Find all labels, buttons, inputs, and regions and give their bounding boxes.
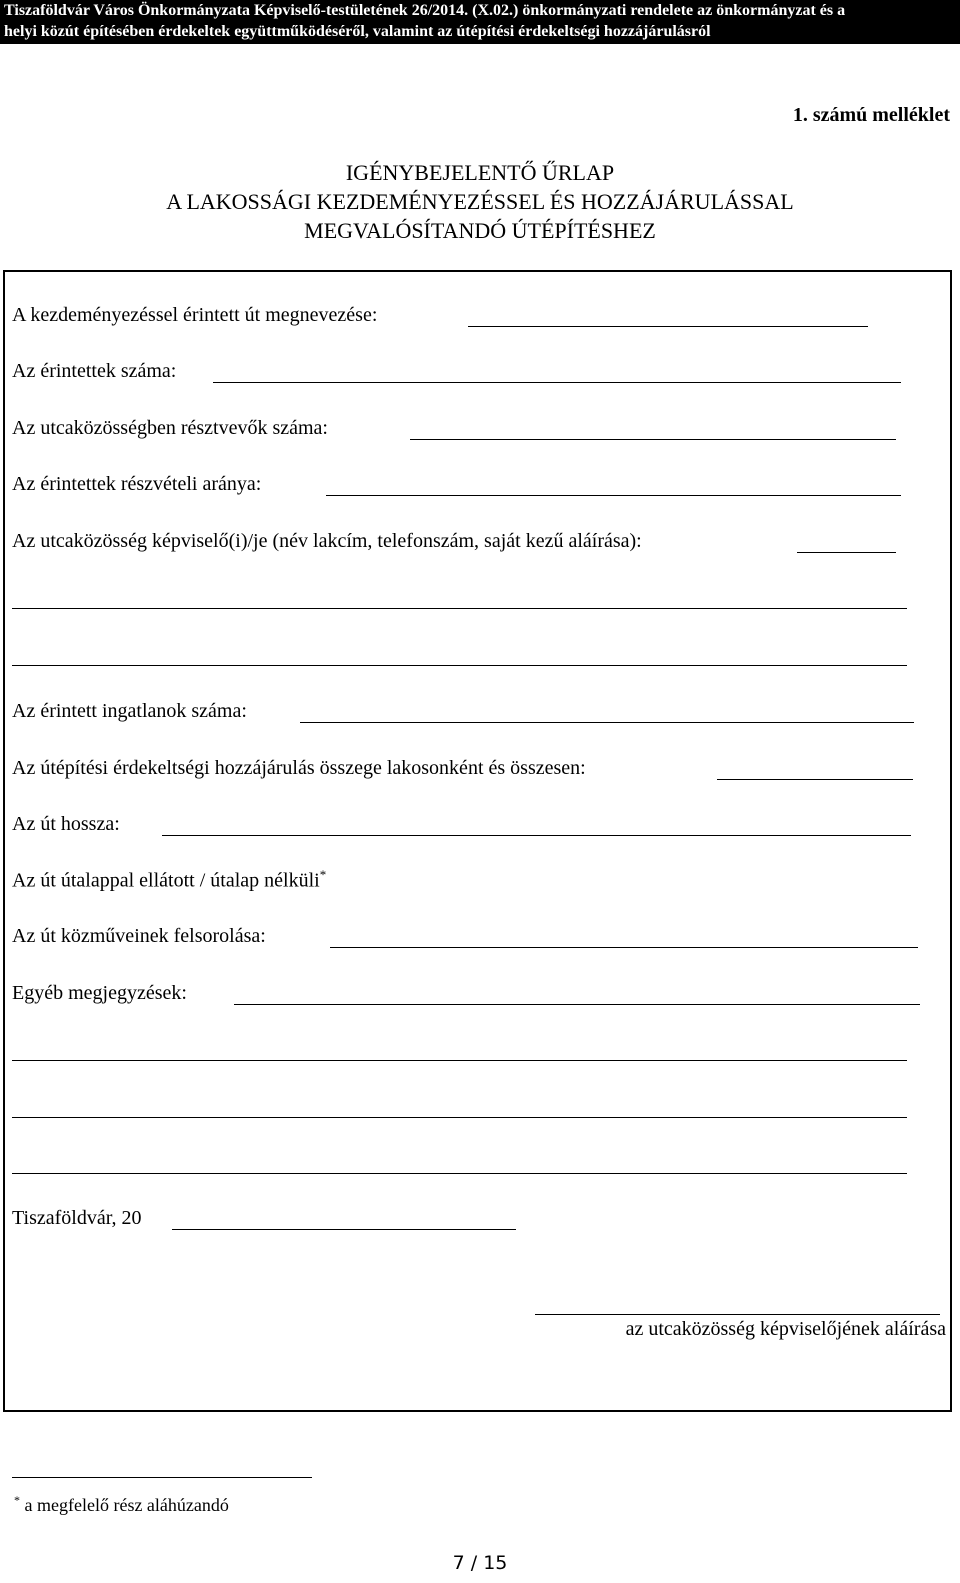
road-name-label: A kezdeményezéssel érintett út megnevezése: xyxy=(12,304,378,326)
affected-count-label: Az érintettek száma: xyxy=(12,360,177,382)
participants-count-field[interactable] xyxy=(410,415,896,440)
form-title-line-1: IGÉNYBEJELENTŐ ŰRLAP xyxy=(345,160,615,185)
participants-count-label: Az utcaközösségben résztvevők száma: xyxy=(12,417,328,439)
footnote xyxy=(14,1493,229,1516)
property-count-label: Az érintett ingatlanok száma: xyxy=(12,700,247,722)
form-box xyxy=(3,270,952,1412)
property-count-field[interactable] xyxy=(300,698,914,723)
affected-count-field[interactable] xyxy=(213,358,901,383)
form-title xyxy=(0,158,960,245)
road-length-field[interactable] xyxy=(162,811,911,836)
footnote-divider xyxy=(12,1477,312,1478)
page-number: 7 / 15 xyxy=(452,1552,508,1574)
signature-label: az utcaközösség képviselőjének aláírása xyxy=(625,1318,946,1340)
notes-field[interactable] xyxy=(234,980,920,1005)
form-title-line-2: A LAKOSSÁGI KEZDEMÉNYEZÉSSEL ÉS HOZZÁJÁRULÁSSAL xyxy=(166,189,794,214)
running-header-line-2: helyi közút építésében érdekeltek együttműködéséről, valamint az útépítési érdekeltségi hozzájárulásról xyxy=(4,23,711,40)
contribution-field[interactable] xyxy=(717,755,913,780)
footnote-text: a megfelelő rész aláhúzandó xyxy=(20,1495,229,1515)
representative-field-line-3[interactable] xyxy=(12,641,907,666)
notes-field-line-2[interactable] xyxy=(12,1036,907,1061)
participation-ratio-label: Az érintettek részvételi aránya: xyxy=(12,473,262,495)
road-name-field[interactable] xyxy=(468,302,868,327)
utilities-field[interactable] xyxy=(330,923,918,948)
representative-label: Az utcaközösség képviselő(i)/je (név lakcím, telefonszám, saját kezű aláírása): xyxy=(12,530,642,552)
place-date-label: Tiszaföldvár, 20 xyxy=(12,1207,142,1229)
representative-field-line-2[interactable] xyxy=(12,584,907,609)
running-header xyxy=(0,0,960,44)
footnote-marker: * xyxy=(319,867,327,882)
base-layer-label[interactable] xyxy=(12,867,326,893)
contribution-label: Az útépítési érdekeltségi hozzájárulás összege lakosonként és összesen: xyxy=(12,757,586,779)
notes-label: Egyéb megjegyzések: xyxy=(12,982,187,1004)
form-title-line-3: MEGVALÓSÍTANDÓ ÚTÉPÍTÉSHEZ xyxy=(304,218,656,243)
road-length-label: Az út hossza: xyxy=(12,813,120,835)
footnote-mark: * xyxy=(14,1493,20,1507)
signature-field[interactable] xyxy=(535,1290,940,1315)
representative-field[interactable] xyxy=(797,528,896,553)
running-header-line-1: Tiszaföldvár Város Önkormányzata Képviselő-testületének 26/2014. (X.02.) önkormányzati rendelete az önkormányzat és a xyxy=(4,2,846,19)
participation-ratio-field[interactable] xyxy=(326,471,901,496)
utilities-label: Az út közműveinek felsorolása: xyxy=(12,925,266,947)
base-layer-text: Az út útalappal ellátott / útalap nélküli xyxy=(12,869,320,892)
annex-number: 1. számú melléklet xyxy=(792,104,950,126)
notes-field-line-3[interactable] xyxy=(12,1093,907,1118)
notes-field-line-4[interactable] xyxy=(12,1149,907,1174)
date-field[interactable] xyxy=(172,1205,516,1230)
